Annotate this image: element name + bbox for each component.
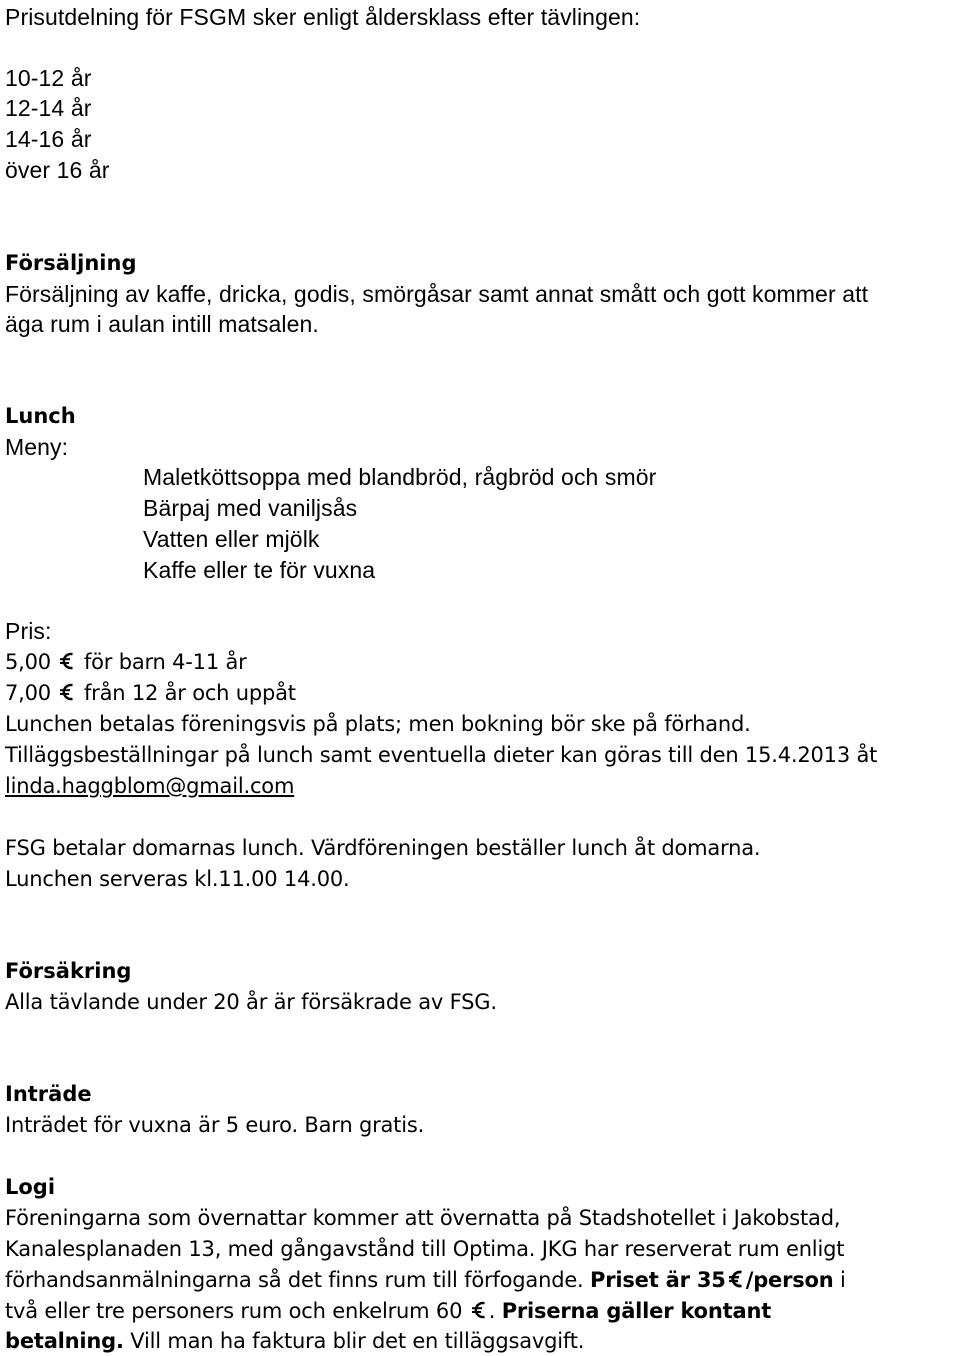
lodging-text-line [5,1265,846,1295]
insurance-text: Alla tävlande under 20 år är försäkrade av FSG. [5,990,497,1014]
price-description: för barn 4-11 år [83,650,247,674]
lodging-text-line [5,1326,584,1356]
lodging-heading: Logi [5,1175,56,1199]
price-row-child [5,647,247,677]
price-label: Pris: [5,618,52,644]
referees-text: FSG betalar domarnas lunch. Värdföreningen beställer lunch åt domarna. [5,836,761,860]
intro-text: Prisutdelning för FSGM sker enligt åldersklass efter tävlingen: [5,4,641,30]
lodging-text: förhandsanmälningarna så det finns rum till förfogande. [5,1268,584,1292]
lodging-text-line: Föreningarna som övernattar kommer att övernatta på Stadshotellet i Jakobstad, [5,1206,841,1230]
euro-sign-icon [59,651,75,671]
insurance-heading: Försäkring [5,959,132,983]
age-class-item: 12-14 år [5,95,92,121]
entry-heading: Inträde [5,1082,92,1106]
sales-text-line: Försäljning av kaffe, dricka, godis, smörgåsar samt annat smått och gott kommer att [5,281,869,307]
extra-orders-text: Tilläggsbeställningar på lunch samt eventuella dieter kan göras till den 15.4.2013 åt [5,743,878,767]
serving-time-text: Lunchen serveras kl.11.00 14.00. [5,867,350,891]
lodging-text: . [488,1299,496,1323]
lodging-text-line: Kanalesplanaden 13, med gångavstånd till Optima. JKG har reserverat rum enligt [5,1237,845,1261]
lodging-text: Vill man ha faktura blir det en tilläggsavgift. [130,1329,585,1353]
lodging-text: två eller tre personers rum och enkelrum 60 [5,1299,463,1323]
lunch-heading: Lunch [5,404,76,428]
lodging-price-bold: Priset är 35 [590,1268,726,1292]
price-amount: 5,00 [5,650,51,674]
price-row-adult [5,678,296,708]
payment-text: Lunchen betalas föreningsvis på plats; men bokning bör ske på förhand. [5,712,751,736]
entry-text: Inträdet för vuxna är 5 euro. Barn gratis. [5,1113,425,1137]
lodging-cash-bold: betalning. [5,1329,124,1353]
lodging-cash-bold: Priserna gäller kontant [501,1299,772,1323]
euro-sign-icon [471,1300,487,1320]
euro-sign-icon [59,682,75,702]
email-link[interactable]: linda.haggblom@gmail.com [5,774,295,798]
menu-item: Vatten eller mjölk [143,526,320,552]
price-description: från 12 år och uppåt [83,681,296,705]
menu-label: Meny: [5,434,69,460]
menu-item: Kaffe eller te för vuxna [143,557,376,583]
price-amount: 7,00 [5,681,51,705]
lodging-text: i [839,1268,846,1292]
menu-item: Maletköttsoppa med blandbröd, rågbröd och smör [143,464,657,490]
sales-text-line: äga rum i aulan intill matsalen. [5,311,319,337]
lodging-text-line [5,1296,771,1326]
lodging-price-unit: /person [745,1268,834,1292]
age-class-item: över 16 år [5,157,110,183]
menu-item: Bärpaj med vaniljsås [143,495,358,521]
age-class-item: 14-16 år [5,126,92,152]
sales-heading: Försäljning [5,251,137,275]
age-class-item: 10-12 år [5,65,92,91]
euro-sign-icon [728,1269,744,1289]
